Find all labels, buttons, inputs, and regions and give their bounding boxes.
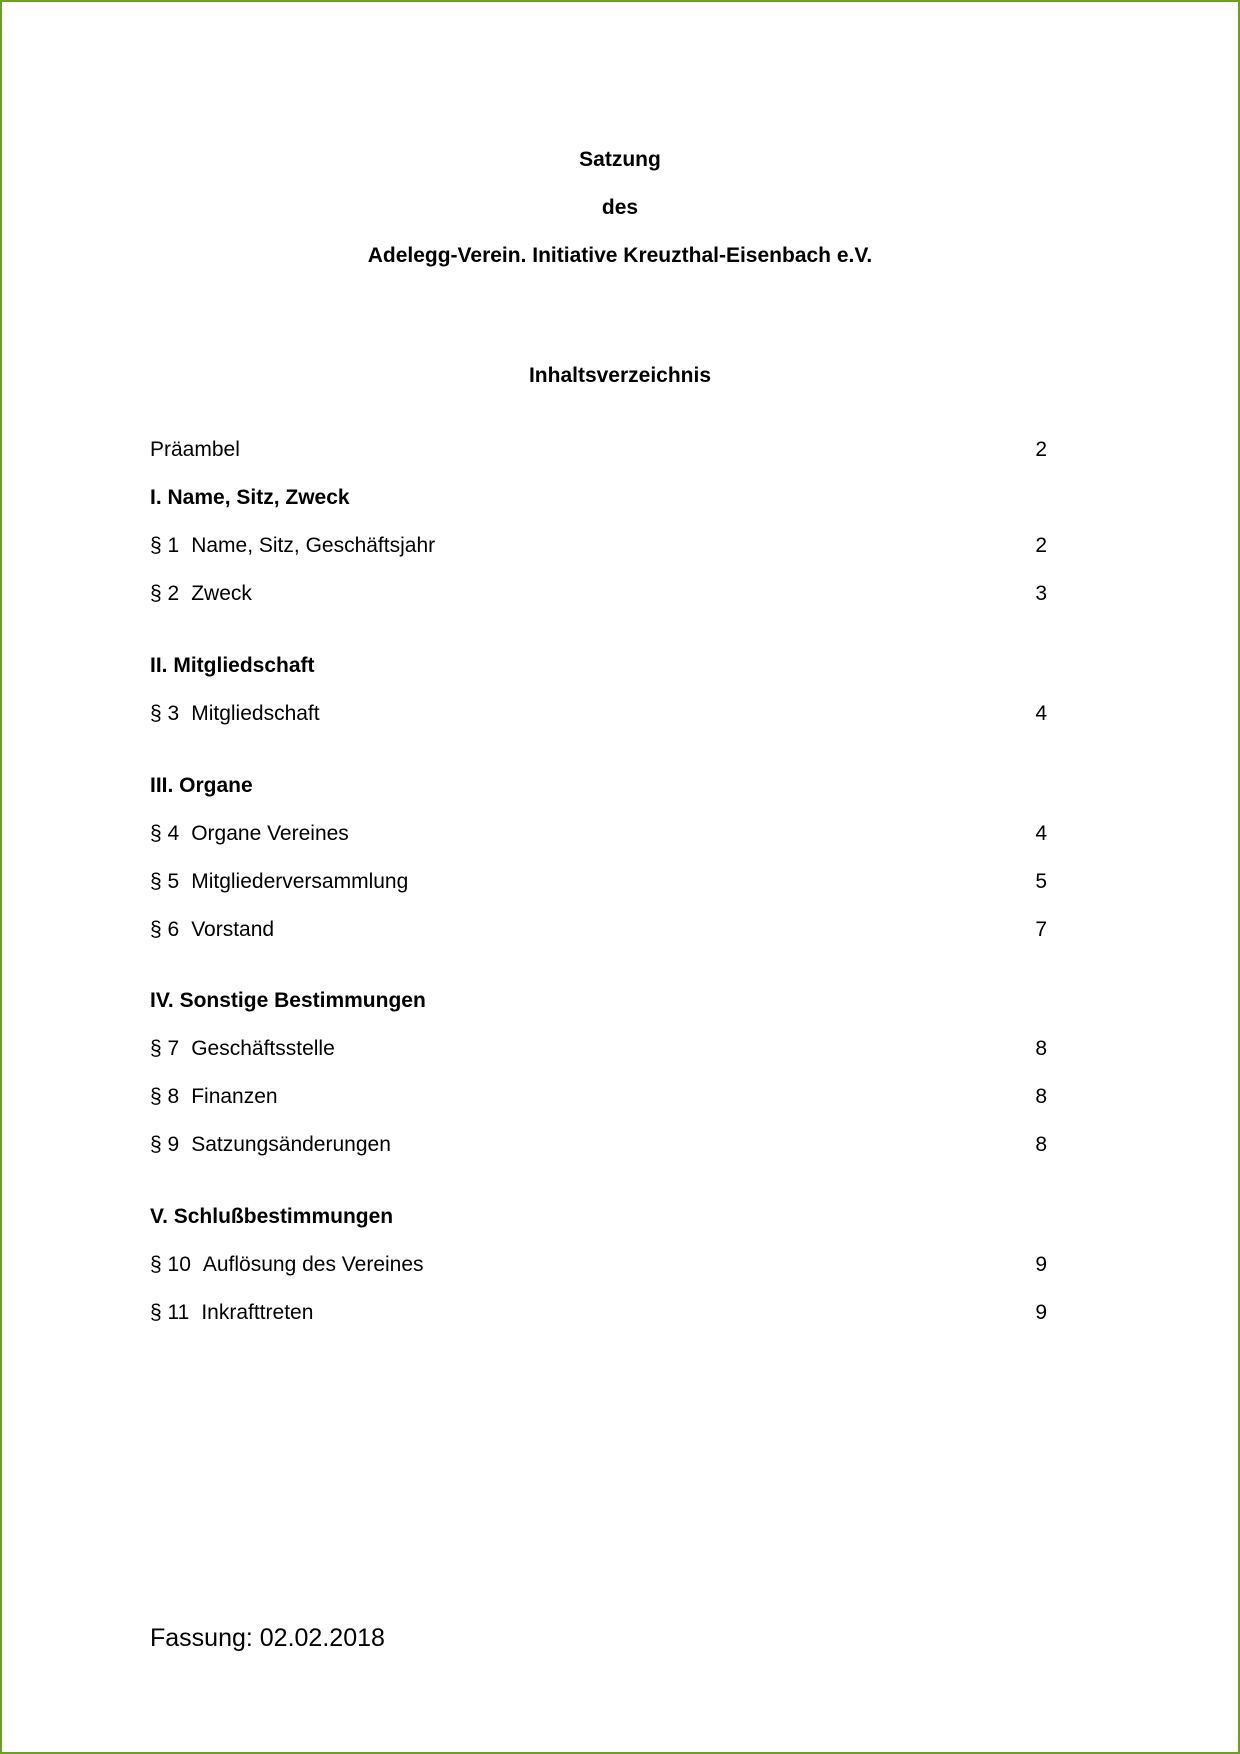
toc-entry <box>150 1084 1050 1110</box>
version-footer: Fassung: 02.02.2018 <box>150 1624 385 1652</box>
toc-entry-label: Inkrafttreten <box>201 1301 314 1324</box>
toc-entry <box>150 581 1050 607</box>
toc-entry-label: Satzungsänderungen <box>191 1133 391 1156</box>
organization-name: Adelegg-Verein. Initiative Kreuzthal-Eisenbach e.V. <box>367 244 873 267</box>
toc-entry-page: 2 <box>1035 438 1047 461</box>
toc-entry-number: § 3 <box>150 702 180 725</box>
doc-title-connector: des <box>601 196 639 219</box>
toc-section-heading: I. Name, Sitz, Zweck <box>150 486 350 509</box>
toc-entry-page: 7 <box>1035 918 1047 941</box>
toc-entry-number: § 10 <box>150 1253 191 1276</box>
toc-entry <box>150 917 1050 943</box>
toc-entry-label: Vorstand <box>191 918 275 941</box>
toc-entry-label: Zweck <box>191 582 252 605</box>
toc-entry-page: 8 <box>1035 1085 1047 1108</box>
toc-entry-number: § 2 <box>150 582 180 605</box>
toc-entry-label: Finanzen <box>191 1085 278 1108</box>
toc-entry-label: Geschäftsstelle <box>191 1037 335 1060</box>
toc-section-heading: V. Schlußbestimmungen <box>150 1205 394 1228</box>
toc-entry-page: 5 <box>1035 870 1047 893</box>
toc-entry-page: 4 <box>1035 822 1047 845</box>
toc-entry-number: § 4 <box>150 822 180 845</box>
toc-entry <box>150 533 1050 559</box>
toc-entry-label: Name, Sitz, Geschäftsjahr <box>191 534 436 557</box>
toc-entry-page: 4 <box>1035 702 1047 725</box>
toc-entry-label: Mitgliedschaft <box>191 702 320 725</box>
toc-entry-number: § 9 <box>150 1133 180 1156</box>
toc-entry-page: 8 <box>1035 1133 1047 1156</box>
toc-entry-number: § 1 <box>150 534 180 557</box>
toc-entry-page: 9 <box>1035 1253 1047 1276</box>
toc-entry <box>150 1300 1050 1326</box>
toc-entry-page: 8 <box>1035 1037 1047 1060</box>
toc-entry-label: Organe Vereines <box>191 822 349 845</box>
toc-entry <box>150 1252 1050 1278</box>
toc-entry-page: 3 <box>1035 582 1047 605</box>
toc-entry-label: Präambel <box>150 438 240 461</box>
toc-entry <box>150 701 1050 727</box>
toc-entry <box>150 1036 1050 1062</box>
toc-entry-number: § 5 <box>150 870 180 893</box>
toc-section-heading: II. Mitgliedschaft <box>150 654 315 677</box>
toc-entry <box>150 869 1050 895</box>
toc-entry-number: § 7 <box>150 1037 180 1060</box>
toc-entry-number: § 8 <box>150 1085 180 1108</box>
toc-section-heading: III. Organe <box>150 774 253 797</box>
toc-entry-label: Mitgliederversammlung <box>191 870 409 893</box>
toc-entry-number: § 11 <box>150 1301 190 1324</box>
doc-title: Satzung <box>579 148 661 171</box>
toc-entry-number: § 6 <box>150 918 180 941</box>
toc-entry <box>150 1132 1050 1158</box>
toc-entry-page: 9 <box>1035 1301 1047 1324</box>
toc-entry-preamble <box>150 437 1050 463</box>
toc-entry <box>150 821 1050 847</box>
toc-entry-label: Auflösung des Vereines <box>202 1253 424 1276</box>
toc-section-heading: IV. Sonstige Bestimmungen <box>150 989 426 1012</box>
toc-heading: Inhaltsverzeichnis <box>528 364 712 387</box>
toc-entry-page: 2 <box>1035 534 1047 557</box>
